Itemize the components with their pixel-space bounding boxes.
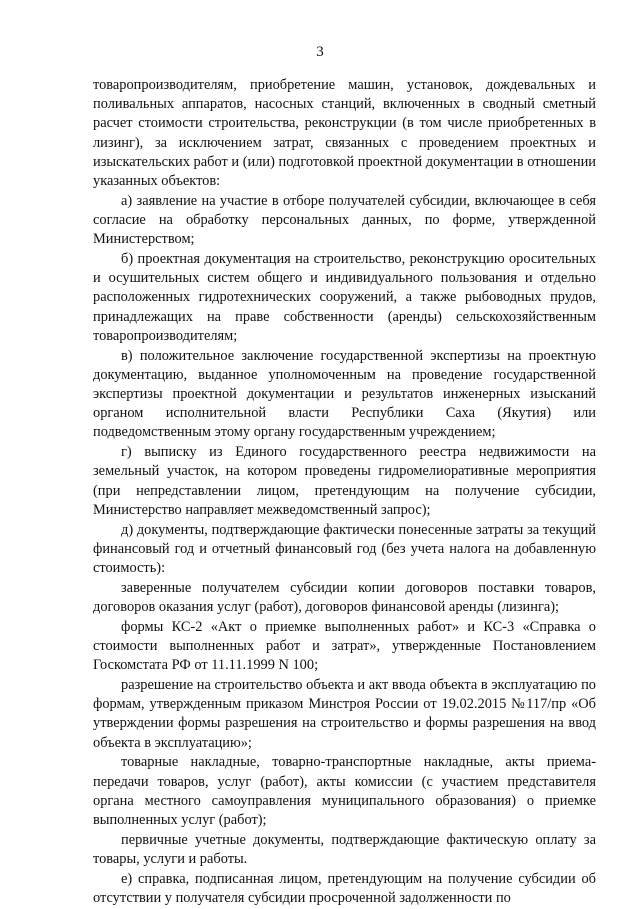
paragraph-item-a: а) заявление на участие в отборе получателей субсидии, включающее в себя согласие на обработку персональных данных, по форме, утвержденной Министерством; (93, 192, 596, 248)
paragraph-item-e: е) справка, подписанная лицом, претендующим на получение субсидии об отсутствии у получателя субсидии просроченной задолженности по (93, 870, 596, 907)
paragraph-continuation: товаропроизводителям, приобретение машин, установок, дождевальных и поливальных аппаратов, насосных станций, включенных в сводный сметный расчет стоимости строительства, реконструкции (в том числе приобретенных в лизинг), за исключением затрат, связанных с проведением проектных и изыскательских работ и (или) подготовкой проектной документации в отношении указанных объектов: (93, 77, 596, 190)
page-number: 3 (316, 44, 324, 60)
paragraph-item-d: д) документы, подтверждающие фактически понесенные затраты за текущий финансовый год и отчетный финансовый год (без учета налога на добавленную стоимость): (93, 521, 596, 577)
document-body (93, 76, 596, 909)
paragraph-permits: разрешение на строительство объекта и акт ввода объекта в эксплуатацию по формам, утвержденным приказом Минстроя России от 19.02.2015 №117/пр «Об утверждении формы разрешения на строительство и формы разрешения на ввод объекта в эксплуатацию»; (93, 677, 596, 751)
paragraph-item-g: г) выписку из Единого государственного реестра недвижимости на земельный участок, на котором проведены гидромелиоративные мероприятия (при непредставлении лицом, претендующим на получение субсидии, Министерство направляет межведомственный запрос); (93, 444, 596, 518)
paragraph-ks-forms: формы КС-2 «Акт о приемке выполненных работ» и КС-3 «Справка о стоимости выполненных работ и затрат», утвержденные Постановлением Госкомстата РФ от 11.11.1999 N 100; (93, 618, 596, 674)
paragraph-primary-docs: первичные учетные документы, подтверждающие фактическую оплату за товары, услуги и работы. (93, 831, 596, 868)
paragraph-item-b: б) проектная документация на строительство, реконструкцию оросительных и осушительных систем общего и индивидуального пользования и отдельно расположенных гидротехнических сооружений, а также рыбоводных прудов, принадлежащих на праве собственности (аренды) сельскохозяйственным товаропроизводителям; (93, 251, 596, 344)
paragraph-waybills: товарные накладные, товарно-транспортные накладные, акты приема-передачи товаров, услуг (работ), акты комиссии (с участием представителя органа местного самоуправления муниципального образования) о приемке выполненных услуг (работ); (93, 754, 596, 829)
paragraph-item-v: в) положительное заключение государственной экспертизы на проектную документацию, выданное уполномоченным на проведение государственной экспертизы проектной документации и результатов инженерных изысканий органом исполнительной власти Республики Саха (Якутия) или подведомственным этому органу государственным учреждением; (93, 347, 596, 441)
paragraph-contracts: заверенные получателем субсидии копии договоров поставки товаров, договоров оказания услуг (работ), договоров финансовой аренды (лизинга); (93, 579, 596, 616)
